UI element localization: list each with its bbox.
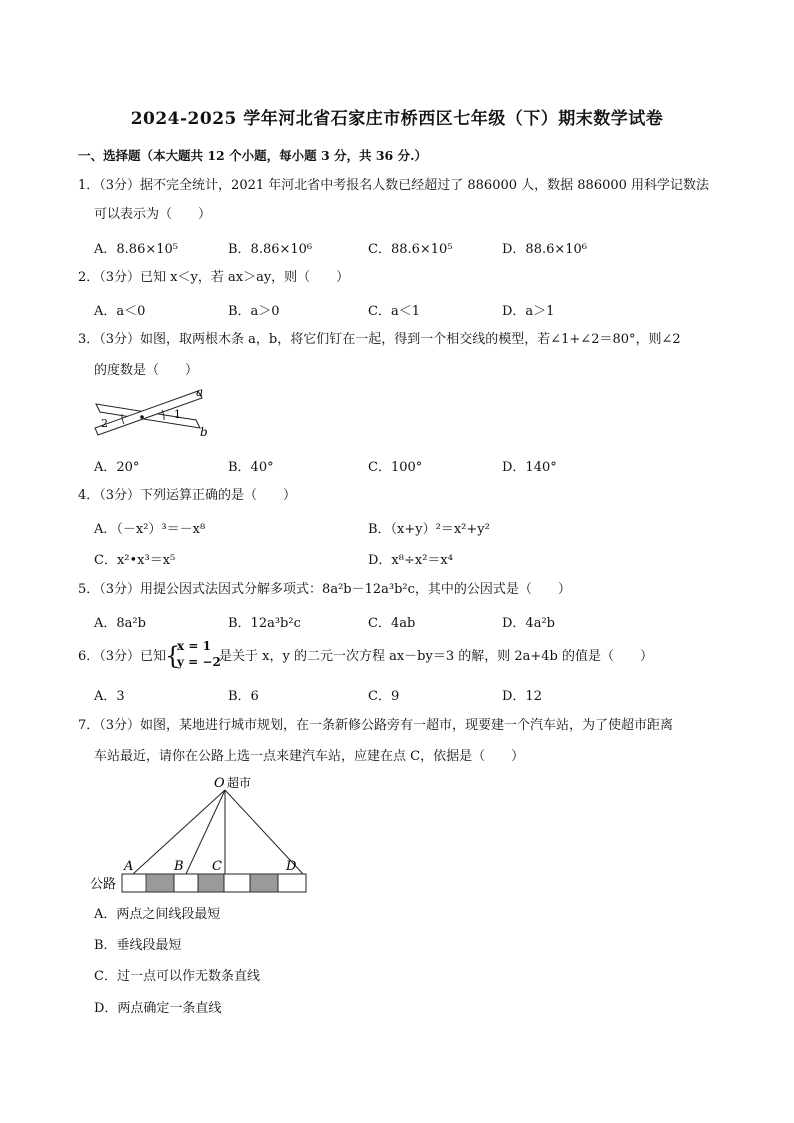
page-title: 2024-2025 学年河北省石家庄市桥西区七年级（下）期末数学试卷: [130, 109, 664, 129]
label-a: a: [196, 385, 204, 399]
question-6-option-a: A．3: [94, 689, 125, 704]
question-6-suffix: 是关于 x，y 的二元一次方程 ax－by＝3 的解，则 2a+4b 的值是（ ）: [219, 649, 653, 664]
label-angle-1: 1: [174, 408, 181, 421]
question-6-option-d: D．12: [502, 689, 542, 704]
label-o: O: [214, 776, 225, 791]
question-4-option-b: B．（x+y）²＝x²+y²: [368, 522, 490, 537]
question-3-line-1: 3．（3分）如图，取两根木条 a，b，将它们钉在一起，得到一个相交线的模型，若∠1+∠2＝80°，则∠2: [78, 332, 681, 347]
crossed-sticks-figure: [92, 384, 222, 442]
system-brace: {: [165, 642, 181, 670]
nail-point: [140, 415, 144, 419]
label-supermarket: 超市: [227, 776, 252, 790]
label-c: C: [212, 859, 222, 874]
question-1-option-c: C．88.6×10⁵: [368, 242, 453, 257]
question-4-option-c: C．x²•x³＝x⁵: [94, 553, 176, 568]
question-6-option-c: C．9: [368, 689, 400, 704]
label-road: 公路: [90, 877, 117, 892]
road-block: [146, 874, 174, 892]
label-angle-2: 2: [101, 417, 108, 430]
question-2-text: 2．（3分）已知 x＜y，若 ax＞ay，则（ ）: [78, 270, 350, 285]
question-4-text: 4．（3分）下列运算正确的是（ ）: [78, 488, 297, 503]
road-block: [198, 874, 224, 892]
road-supermarket-figure: [88, 770, 310, 896]
question-7-option-c: C．过一点可以作无数条直线: [94, 969, 260, 984]
question-6-option-b: B．6: [228, 689, 259, 704]
label-a: A: [124, 859, 134, 874]
question-7-line-2: 车站最近，请你在公路上选一点来建汽车站，应建在点 C，依据是（ ）: [94, 749, 525, 764]
question-4-option-a: A．（－x²）³＝－x⁸: [94, 522, 206, 537]
question-5-option-c: C．4ab: [368, 616, 416, 631]
question-3-option-c: C．100°: [368, 460, 423, 475]
road-block: [250, 874, 278, 892]
question-2-option-a: A．a＜0: [94, 304, 146, 319]
label-d: D: [286, 859, 297, 874]
question-2-option-c: C．a＜1: [368, 304, 420, 319]
question-5-text: 5．（3分）用提公因式法因式分解多项式：8a²b－12a³b²c，其中的公因式是（ ）: [78, 582, 571, 597]
question-1-option-a: A．8.86×10⁵: [94, 242, 178, 257]
question-7-option-a: A．两点之间线段最短: [94, 907, 221, 922]
question-3-option-d: D．140°: [502, 460, 557, 475]
label-b: B: [174, 859, 184, 874]
question-7-option-b: B．垂线段最短: [94, 938, 182, 953]
section-heading: 一、选择题（本大题共 12 个小题，每小题 3 分，共 36 分.）: [78, 148, 427, 163]
question-7-option-d: D．两点确定一条直线: [94, 1001, 222, 1016]
question-1-option-b: B．8.86×10⁶: [228, 242, 313, 257]
question-5-option-d: D．4a²b: [502, 616, 555, 631]
question-6-prefix: 6．（3分）已知: [78, 649, 167, 664]
question-1-line-1: 1．（3分）据不完全统计，2021 年河北省中考报名人数已经超过了 886000 人，数据 886000 用科学记数法: [78, 178, 710, 193]
label-b: b: [200, 425, 208, 439]
question-5-option-b: B．12a³b²c: [228, 616, 301, 631]
question-5-option-a: A．8a²b: [94, 616, 146, 631]
system-eq-1: x = 1: [177, 639, 211, 653]
question-1-option-d: D．88.6×10⁶: [502, 242, 588, 257]
system-eq-2: y = −2: [177, 655, 221, 669]
question-4-option-d: D．x⁸÷x²＝x⁴: [368, 553, 453, 568]
question-2-option-b: B．a＞0: [228, 304, 280, 319]
question-3-line-2: 的度数是（ ）: [94, 363, 199, 378]
question-1-line-2: 可以表示为（ ）: [94, 207, 212, 222]
question-3-option-b: B．40°: [228, 460, 274, 475]
question-2-option-d: D．a＞1: [502, 304, 555, 319]
question-3-option-a: A．20°: [94, 460, 140, 475]
question-7-line-1: 7．（3分）如图，某地进行城市规划，在一条新修公路旁有一超市，现要建一个汽车站，为了使超市距离: [78, 718, 674, 733]
